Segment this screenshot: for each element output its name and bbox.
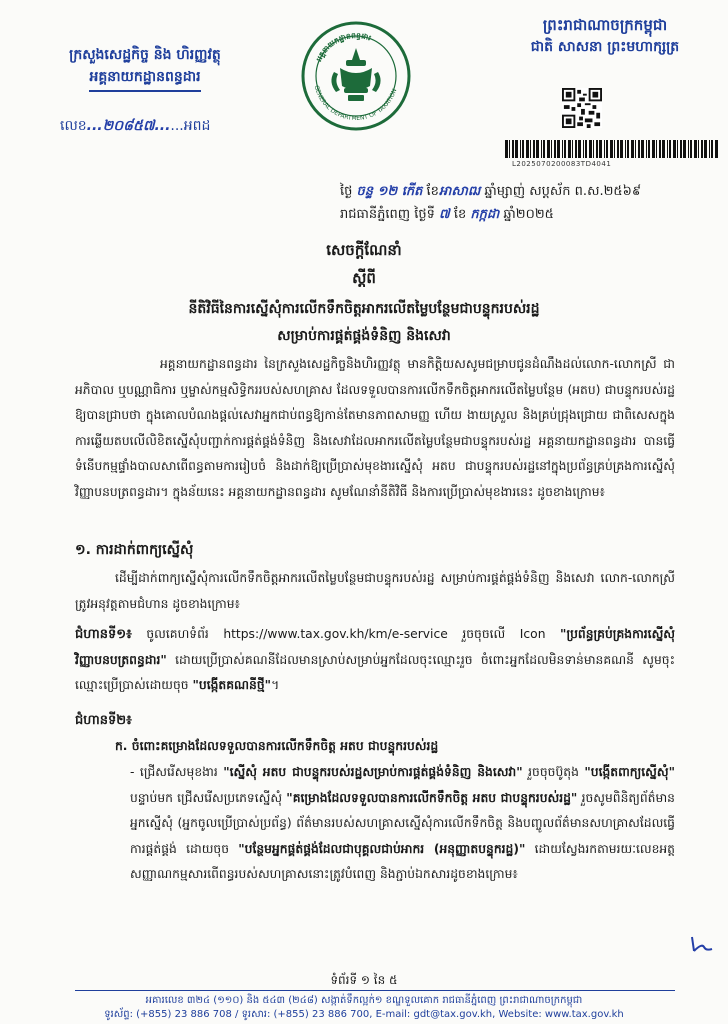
lunar-month: អាសាឍ [438, 184, 481, 199]
barcode-bar [701, 140, 703, 158]
document-subject [0, 296, 728, 350]
barcode-bar [688, 140, 689, 158]
footer-divider [75, 990, 675, 991]
barcode-bar [617, 140, 619, 158]
barcode-bar [536, 140, 539, 158]
barcode-bar [694, 140, 697, 158]
step-1-quote-2: "បង្កើតគណនីថ្មី" [192, 678, 272, 692]
step-2-text-c: បន្ទាប់មក ជ្រើសរើសប្រភេទស្នើសុំ [130, 790, 287, 805]
barcode-bar [659, 140, 661, 158]
barcode-bar [543, 140, 545, 158]
step-1-label: ជំហានទី១៖ [75, 627, 132, 642]
solar-day: ៧ [439, 207, 450, 222]
page-number: ទំព័រទី ១ នៃ ៥ [330, 973, 398, 987]
month-prefix: ខែ [453, 207, 467, 222]
ref-prefix: លេខ [60, 118, 87, 134]
step-2-bullet [130, 760, 675, 888]
step-1 [75, 622, 675, 699]
step-2-text-b: រួចចុចប៊ូតុង [522, 765, 585, 779]
barcode-bar [606, 140, 608, 158]
barcode-bar [551, 140, 552, 158]
barcode-bar [564, 140, 566, 158]
barcode-bar [709, 140, 710, 158]
gdt-logo-seal [300, 20, 412, 132]
step-2-text-e: ដោយស្វែងរកតាមរយៈលេខអត្តសញ្ញាណកម្មសារពើពន្ធរបស់សហគ្រាសនោះត្រូវបំពេញ និងភ្ជាប់ឯកសារដូចខាងក្រោម៖ [130, 841, 675, 881]
step-1-text-b: ដោយប្រើប្រាស់គណនីដែលមានស្រាប់សម្រាប់អ្នកដែលចុះឈ្មោះរួច ចំពោះអ្នកដែលមិនទាន់មានគណនី សូមចុះឈ្មោះប្រើប្រាស់ដោយចុច [75, 652, 675, 692]
barcode-bar [715, 140, 718, 158]
reference-number [60, 116, 210, 137]
kingdom-title: ព្រះរាជាណាចក្រកម្ពុជា [542, 16, 668, 34]
barcode-bar [641, 140, 644, 158]
barcode-bar [680, 140, 682, 158]
barcode-bar [646, 140, 647, 158]
barcode-bar [585, 140, 587, 158]
barcode-bar [631, 140, 634, 158]
barcode-bar [512, 140, 514, 158]
barcode-bar [627, 140, 629, 158]
barcode-bar [533, 140, 535, 158]
barcode-bar [652, 140, 655, 158]
barcode-bar [610, 140, 613, 158]
barcode-bar [677, 140, 678, 158]
logo-text: GENERAL DEPARTMENT OF TAXATION [312, 84, 399, 123]
ministry-header [20, 44, 270, 92]
barcode-bar [711, 140, 713, 158]
barcode-bar [530, 140, 531, 158]
step-2-quote-3: "គម្រោងដែលទទួលបានការលើកទឹកចិត្ត អតប ជាបន្ទុករបស់រដ្ឋ" [286, 790, 578, 805]
document-about: ស្តីពី [352, 269, 376, 287]
barcode-bar [589, 140, 592, 158]
barcode-bar [578, 140, 581, 158]
barcode-bar [568, 140, 571, 158]
barcode-bar [656, 140, 657, 158]
step-2-quote-4: "បន្ថែមអ្នកផ្គត់ផ្គង់ដែលជាបុគ្គលជាប់អាករ (អនុញ្ញាតបន្ទុករដ្ឋ)" [238, 841, 526, 856]
barcode-bar [698, 140, 699, 158]
barcode-bar [541, 140, 542, 158]
footer-contact: ទូរស័ព្ទ: (+855) 23 886 708 / ទូរសារ: (+855) 23 886 700, E-mail: gdt@tax.gov.kh, Website: www.tax.gov.kh [104, 1009, 624, 1020]
initial-signature-mark [688, 935, 714, 955]
document-barcode [505, 140, 718, 162]
national-motto: ជាតិ សាសនា ព្រះមហាក្សត្រ [530, 39, 680, 55]
lunar-year: ឆ្នាំម្សាញ់ សប្តស័ក ព.ស.២៥៦៩ [484, 184, 642, 199]
kingdom-header [500, 14, 710, 58]
document-title-block [0, 236, 728, 292]
step-1-quote: "ប្រព័ន្ធគ្រប់គ្រងការស្នើសុំវិញ្ញាបនបត្រពន្ធដារ" [75, 627, 675, 667]
step-2-quote-2: "បង្កើតពាក្យស្នើសុំ" [584, 765, 675, 779]
solar-month: កក្កដា [470, 207, 500, 222]
step-2-sub-label: ក. ចំពោះគម្រោងដែលទទួលបានការលើកទឹកចិត្ត អតប ជាបន្ទុករបស់រដ្ឋ [115, 739, 439, 753]
barcode-bar [596, 140, 598, 158]
barcode-bar [667, 140, 668, 158]
barcode-bar [522, 140, 524, 158]
step-2-text-d: រួចសូមពិនិត្យព័ត៌មានអ្នកស្នើសុំ (អ្នកចូលប្រើប្រាស់ប្រព័ន្ធ) ព័ត៌មានរបស់សហគ្រាសស្នើសុំការលើកទឹកចិត្ត និងបញ្ចូលព័ត៌មានសហគ្រាសដែលធ្វើការផ្គត់ផ្គង់ ដោយចុច [130, 790, 675, 856]
barcode-bar [648, 140, 650, 158]
ref-suffix: ...អពដ [170, 118, 211, 134]
barcode-bar [572, 140, 573, 158]
barcode-bar [583, 140, 584, 158]
section-1-heading: ១. ការដាក់ពាក្យស្នើសុំ [75, 542, 194, 558]
ministry-name: ក្រសួងសេដ្ឋកិច្ច និង ហិរញ្ញវត្ថុ [69, 47, 221, 63]
qr-code [562, 88, 602, 128]
barcode-bar [557, 140, 560, 158]
barcode-bar [575, 140, 577, 158]
intro-paragraph: អគ្គនាយកដ្ឋានពន្ធដារ នៃក្រសួងសេដ្ឋកិច្ចនិងហិរញ្ញវត្ថុ មានកិត្តិយសសូមជម្រាបជូនដំណឹងដល់លោក-លោកស្រី ជាអភិបាល ឬបណ្ណាធិការ ឬម្ចាស់កម្មសិទ្ធិកររបស់សហគ្រាស ដែលទទួលបានការលើកទឹកចិត្តអាករលើតម្លៃបន្ថែម (អតប) ជាបន្ទុករបស់រដ្ឋ ឱ្យបានជ្រាបថា ក្នុងគោលបំណងផ្តល់សេវាអ្នកជាប់ពន្ធឱ្យកាន់តែមានភាពសាមញ្ញ ហើយ ងាយស្រួល និងគ្រប់ជ្រុងជ្រោយ ជាពិសេសក្នុងការឆ្លើយតបលើលិខិតស្នើសុំបញ្ជាក់ការផ្គត់ផ្គង់ទំនិញ និងសេវាដែលអាករលើតម្លៃបន្ថែមជាបន្ទុករបស់រដ្ឋ អគ្គនាយកដ្ឋានពន្ធដារ បានធ្វើទំនើបកម្មផ្ទាំងបាលសាពើពន្ធតាមការរៀបចំ និងដាក់ឱ្យប្រើប្រាស់មុខងារស្នើសុំ អតប ជាបន្ទុករបស់រដ្ឋនៅក្នុងប្រព័ន្ធគ្រប់គ្រងការស្នើសុំវិញ្ញាបនបត្រពន្ធដារ។ ក្នុងន័យនេះ អគ្គនាយកដ្ឋានពន្ធដារ សូមណែនាំនីតិវិធី និងការប្រើប្រាស់មុខងារនេះ ដូចខាងក្រោម៖ [75, 357, 675, 499]
section-1-lead: ដើម្បីដាក់ពាក្យស្នើសុំការលើកទឹកចិត្តអាករលើតម្លៃបន្ថែមជាបន្ទុករបស់រដ្ឋ សម្រាប់ការផ្គត់ផ្គង់ទំនិញ និងសេវា លោក-លោកស្រី ត្រូវអនុវត្តតាមជំហាន ដូចខាងក្រោម៖ [75, 571, 675, 611]
barcode-bar [554, 140, 556, 158]
logo-text-km: អគ្គនាយកដ្ឋានពន្ធដារ [314, 30, 373, 63]
barcode-bar [509, 140, 510, 158]
barcode-bar [635, 140, 636, 158]
barcode-bar [604, 140, 605, 158]
barcode-bar [690, 140, 692, 158]
solar-date-line [340, 206, 554, 225]
subject-line-2: សម្រាប់ការផ្គត់ផ្គង់ទំនិញ និងសេវា [277, 328, 451, 344]
department-name [20, 66, 270, 92]
lunar-prefix: ថ្ងៃ [340, 184, 353, 199]
document-type: សេចក្តីណែនាំ [326, 241, 402, 259]
subject-line-1: នីតិវិធីនៃការស្នើសុំការលើកទឹកចិត្តអាករលើតម្លៃបន្ថែមជាបន្ទុករបស់រដ្ឋ [188, 301, 540, 317]
step-2-text-a: - ជ្រើសរើសមុខងារ [130, 765, 224, 779]
lunar-month-prefix: ខែ [426, 184, 439, 199]
barcode-bar [673, 140, 676, 158]
barcode-bar [593, 140, 594, 158]
barcode-bar [599, 140, 602, 158]
barcode-bar [638, 140, 640, 158]
place-prefix: រាជធានីភ្នំពេញ ថ្ងៃទី [340, 207, 435, 222]
barcode-bar [505, 140, 508, 158]
barcode-bar [704, 140, 707, 158]
ref-number: ...២០៨៥៧... [86, 118, 171, 134]
barcode-bar [669, 140, 671, 158]
barcode-bar [620, 140, 623, 158]
barcode-bar [547, 140, 550, 158]
step-2-label: ជំហានទី២៖ [75, 713, 132, 728]
barcode-bar [515, 140, 518, 158]
barcode-number: L2025070200083TD4041 [512, 160, 612, 168]
barcode-bar [662, 140, 665, 158]
lunar-date-line [340, 183, 641, 202]
barcode-bar [520, 140, 521, 158]
department-label: អគ្គនាយកដ្ឋានពន្ធដារ [89, 66, 200, 92]
step-2-quote-1: "ស្នើសុំ អតប ជាបន្ទុករបស់រដ្ឋសម្រាប់ការផ្គត់ផ្គង់ទំនិញ និងសេវា" [223, 765, 523, 779]
footer-address: អគារលេខ ៣២៤ (១១០) និង ៥៤៣ (២៤៨) សង្កាត់ទឹកល្អក់១ ខណ្ឌទួលគោក រាជធានីភ្នំពេញ ព្រះរាជាណាចក្រកម្ពុជា [145, 995, 583, 1006]
step-1-text-a: ចូលគេហទំព័រ https://www.tax.gov.kh/km/e-service រួចចុចលើ Icon [131, 627, 561, 641]
step-1-end: ។ [271, 678, 280, 692]
lunar-day: ចន្ទ ១២ កើត [356, 184, 423, 199]
barcode-bar [526, 140, 529, 158]
barcode-bar [625, 140, 626, 158]
barcode-bar [562, 140, 563, 158]
barcode-bar [683, 140, 686, 158]
solar-year: ឆ្នាំ២០២៥ [503, 207, 554, 222]
barcode-bar [614, 140, 615, 158]
